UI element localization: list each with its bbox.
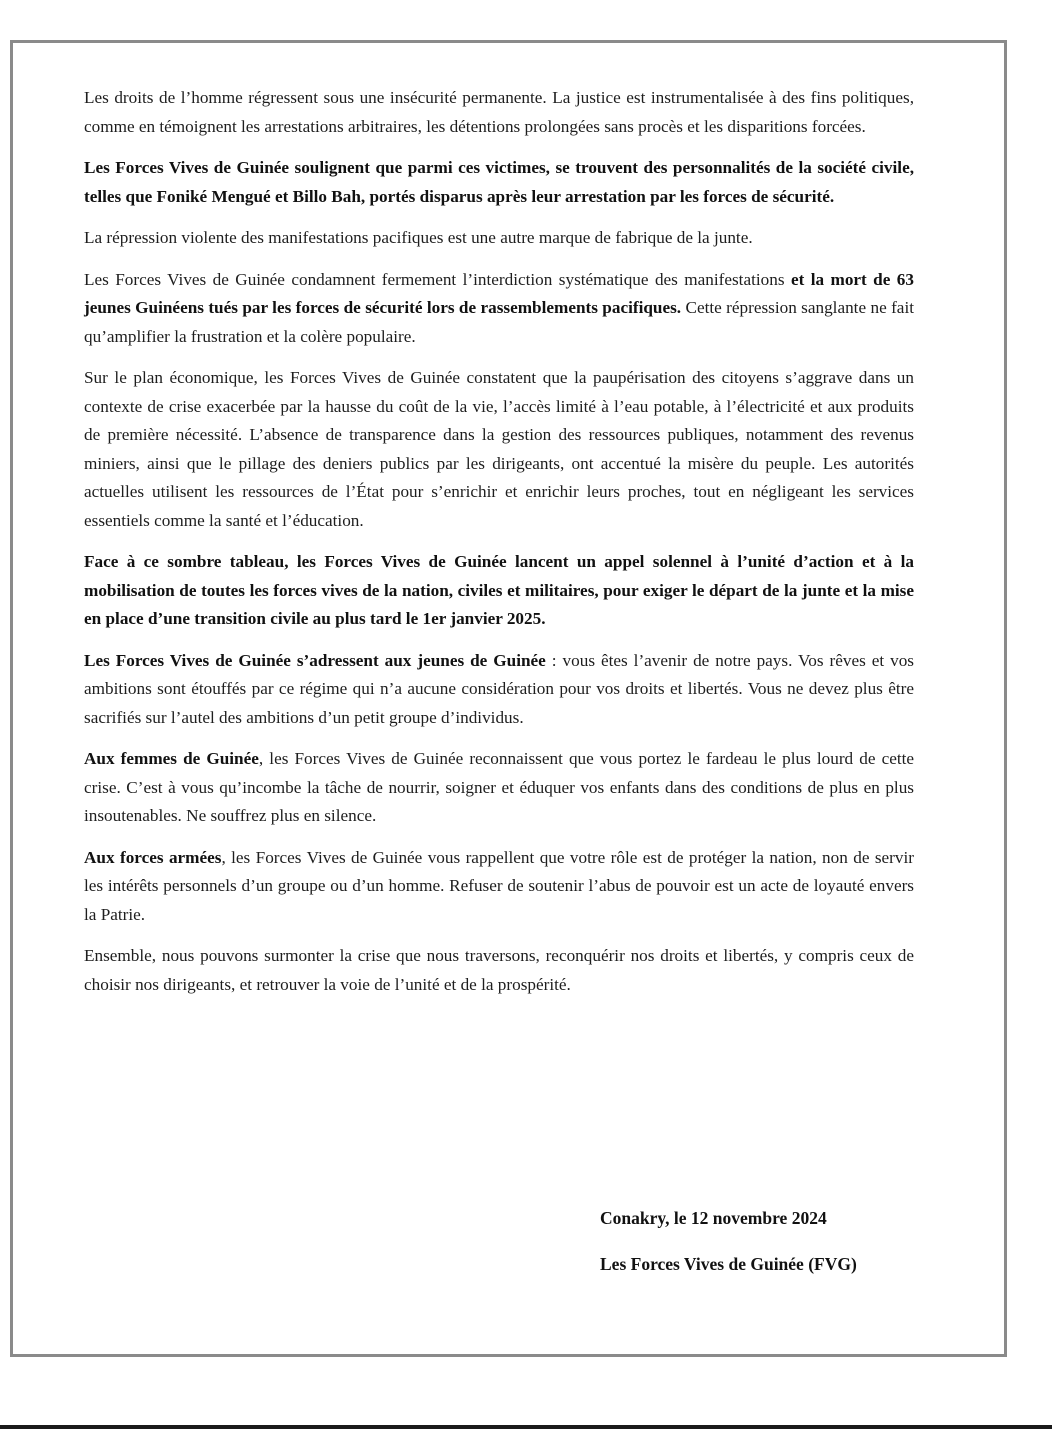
signature-organization: Les Forces Vives de Guinée (FVG) xyxy=(600,1254,857,1274)
demonstrations-text-start: Les Forces Vives de Guinée condamnent fermement l’interdiction systématique des manifestations xyxy=(84,269,791,289)
youth-heading: Les Forces Vives de Guinée s’adressent aux jeunes de Guinée xyxy=(84,650,546,670)
signature-place-date: Conakry, le 12 novembre 2024 xyxy=(600,1208,827,1228)
paragraph-women xyxy=(84,745,914,831)
women-heading: Aux femmes de Guinée xyxy=(84,749,259,768)
paragraph-conclusion: Ensemble, nous pouvons surmonter la crise que nous traversons, reconquérir nos droits et libertés, y compris ceux de choisir nos dirigeants, et retrouver la voie de l’unité et de la prospérité. xyxy=(84,946,914,994)
armed-forces-heading: Aux forces armées xyxy=(84,847,222,867)
youth-text: : vous êtes l’avenir de notre pays. Vos rêves et vos ambitions sont étouffés par ce régime qui n’a aucune considération pour vos droits et libertés. Vous ne devez plus être sacrifiés sur l’autel des ambitions d’un petit groupe d’individus. xyxy=(84,650,914,727)
armed-forces-text: , les Forces Vives de Guinée vous rappellent que votre rôle est de protéger la nation, non de servir les intérêts personnels d’un groupe ou d’un homme. Refuser de soutenir l’abus de pouvoir est un acte de loyauté envers la Patrie. xyxy=(84,847,914,924)
bottom-divider xyxy=(0,1425,1052,1429)
paragraph-armed-forces xyxy=(84,844,914,930)
paragraph-demonstrations xyxy=(84,266,914,352)
demonstrations-text-end: Cette répression sanglante ne fait qu’amplifier la frustration et la colère populaire. xyxy=(84,298,914,346)
document-body xyxy=(84,84,914,1012)
paragraph-human-rights: Les droits de l’homme régressent sous une insécurité permanente. La justice est instrumentalisée à des fins politiques, comme en témoignent les arrestations arbitraires, les détentions prolongées sans procès et les disparitions forcées. xyxy=(84,88,914,136)
paragraph-appeal: Face à ce sombre tableau, les Forces Vives de Guinée lancent un appel solennel à l’unité d’action et à la mobilisation de toutes les forces vives de la nation, civiles et militaires, pour exiger le départ de la junte et la mise en place d’une transition civile au plus tard le 1er janvier 2025. xyxy=(84,552,914,628)
paragraph-repression: La répression violente des manifestations pacifiques est une autre marque de fabrique de la junte. xyxy=(84,228,753,247)
demonstrations-text-bold: et la mort de 63 jeunes Guinéens tués par les forces de sécurité lors de rassemblements pacifiques. xyxy=(84,269,914,317)
paragraph-victims: Les Forces Vives de Guinée soulignent que parmi ces victimes, se trouvent des personnalités de la société civile, telles que Foniké Mengué et Billo Bah, portés disparus après leur arrestation par les forces de sécurité. xyxy=(84,158,914,206)
women-text: , les Forces Vives de Guinée reconnaissent que vous portez le fardeau le plus lourd de cette crise. C’est à vous qu’incombe la tâche de nourrir, soigner et éduquer vos enfants dans des conditions de plus en plus insoutenables. Ne souffrez plus en silence. xyxy=(84,749,915,825)
paragraph-youth xyxy=(84,647,914,733)
paragraph-economy: Sur le plan économique, les Forces Vives de Guinée constatent que la paupérisation des citoyens s’aggrave dans un contexte de crise exacerbée par la hausse du coût de la vie, l’accès limité à l’eau potable, à l’électricité et aux produits de première nécessité. L’absence de transparence dans la gestion des ressources publiques, notamment des revenus miniers, ainsi que le pillage des deniers publics par les dirigeants, ont accentué la misère du peuple. Les autorités actuelles utilisent les ressources de l’État pour s’enrichir et enrichir leurs proches, tout en négligeant les services essentiels comme la santé et l’éducation. xyxy=(84,368,914,530)
